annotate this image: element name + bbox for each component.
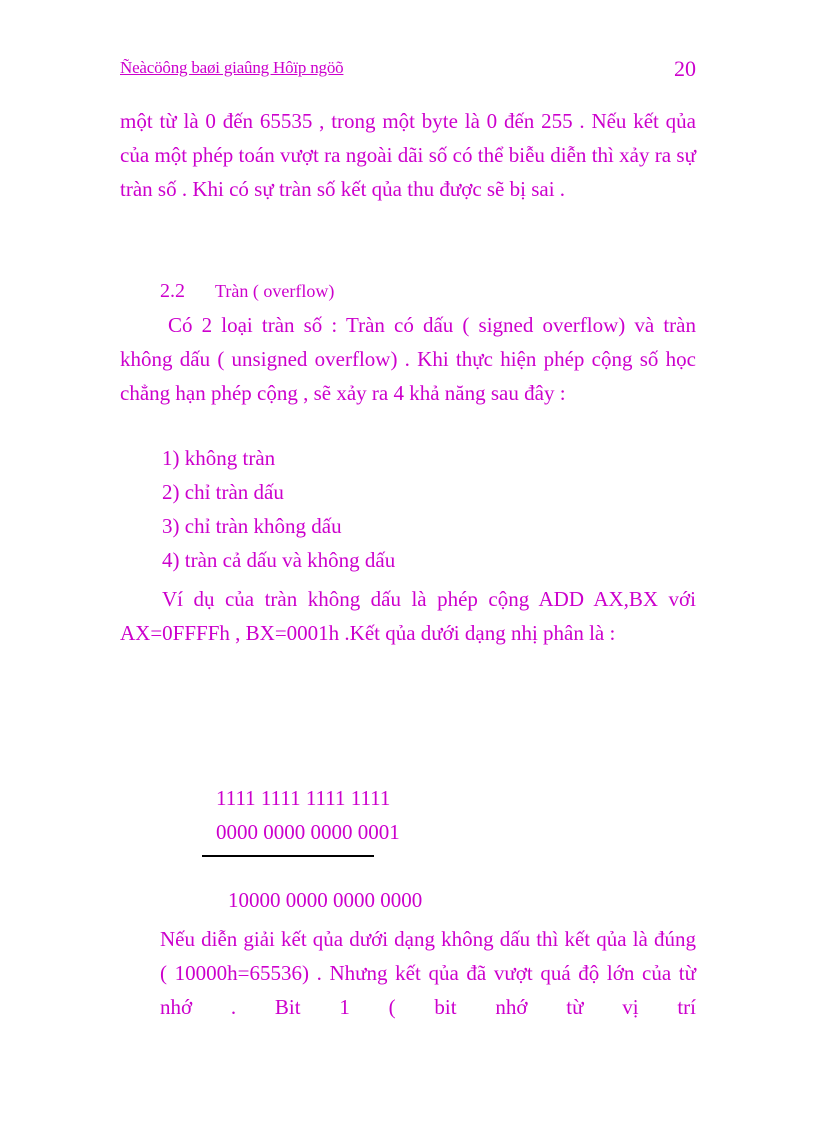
section-heading (160, 280, 334, 303)
paragraph-interpretation: Nếu diễn giải kết qủa dưới dạng không dấu thì kết qủa là đúng ( 10000h=65536) . Nhưng kết qủa đã vượt quá độ lớn của từ nhớ . Bit 1 ( bit nhớ từ vị trí (160, 927, 696, 1019)
paragraph-overflow-types: Có 2 loại tràn số : Tràn có dấu ( signed overflow) và tràn không dấu ( unsigned overflow) . Khi thực hiện phép cộng số học chẳng hạn phép cộng , sẽ xảy ra 4 khả năng sau đây : (120, 313, 696, 405)
binary-operand-1: 1111 1111 1111 1111 (216, 786, 391, 810)
paragraph-overflow-intro: một từ là 0 đến 65535 , trong một byte là 0 đến 255 . Nếu kết qủa của một phép toán vượt ra ngoài dãi số có thể biễu diễn thì xảy ra sự tràn số . Khi có sự tràn số kết qủa thu được sẽ bị sai . (120, 109, 696, 201)
list-item: 3) chỉ tràn không dấu (162, 514, 342, 538)
list-item: 2) chỉ tràn dấu (162, 480, 284, 504)
page-header (120, 56, 696, 86)
page-number: 20 (674, 56, 696, 81)
binary-operand-2: 0000 0000 0000 0001 (216, 820, 400, 844)
section-number: 2.2 (160, 280, 185, 302)
section-title: Tràn ( overflow) (215, 281, 335, 301)
paragraph-example: Ví dụ của tràn không dấu là phép cộng ADD AX,BX với AX=0FFFFh , BX=0001h .Kết qủa dưới dạng nhị phân là : (120, 587, 696, 645)
list-item: 4) tràn cả dấu và không dấu (162, 548, 396, 572)
addition-rule (202, 855, 374, 857)
header-title: Ñeàcöông baøi giaûng Hôïp ngöõ (120, 58, 344, 77)
list-item: 1) không tràn (162, 446, 276, 470)
binary-result: 10000 0000 0000 0000 (228, 888, 423, 912)
